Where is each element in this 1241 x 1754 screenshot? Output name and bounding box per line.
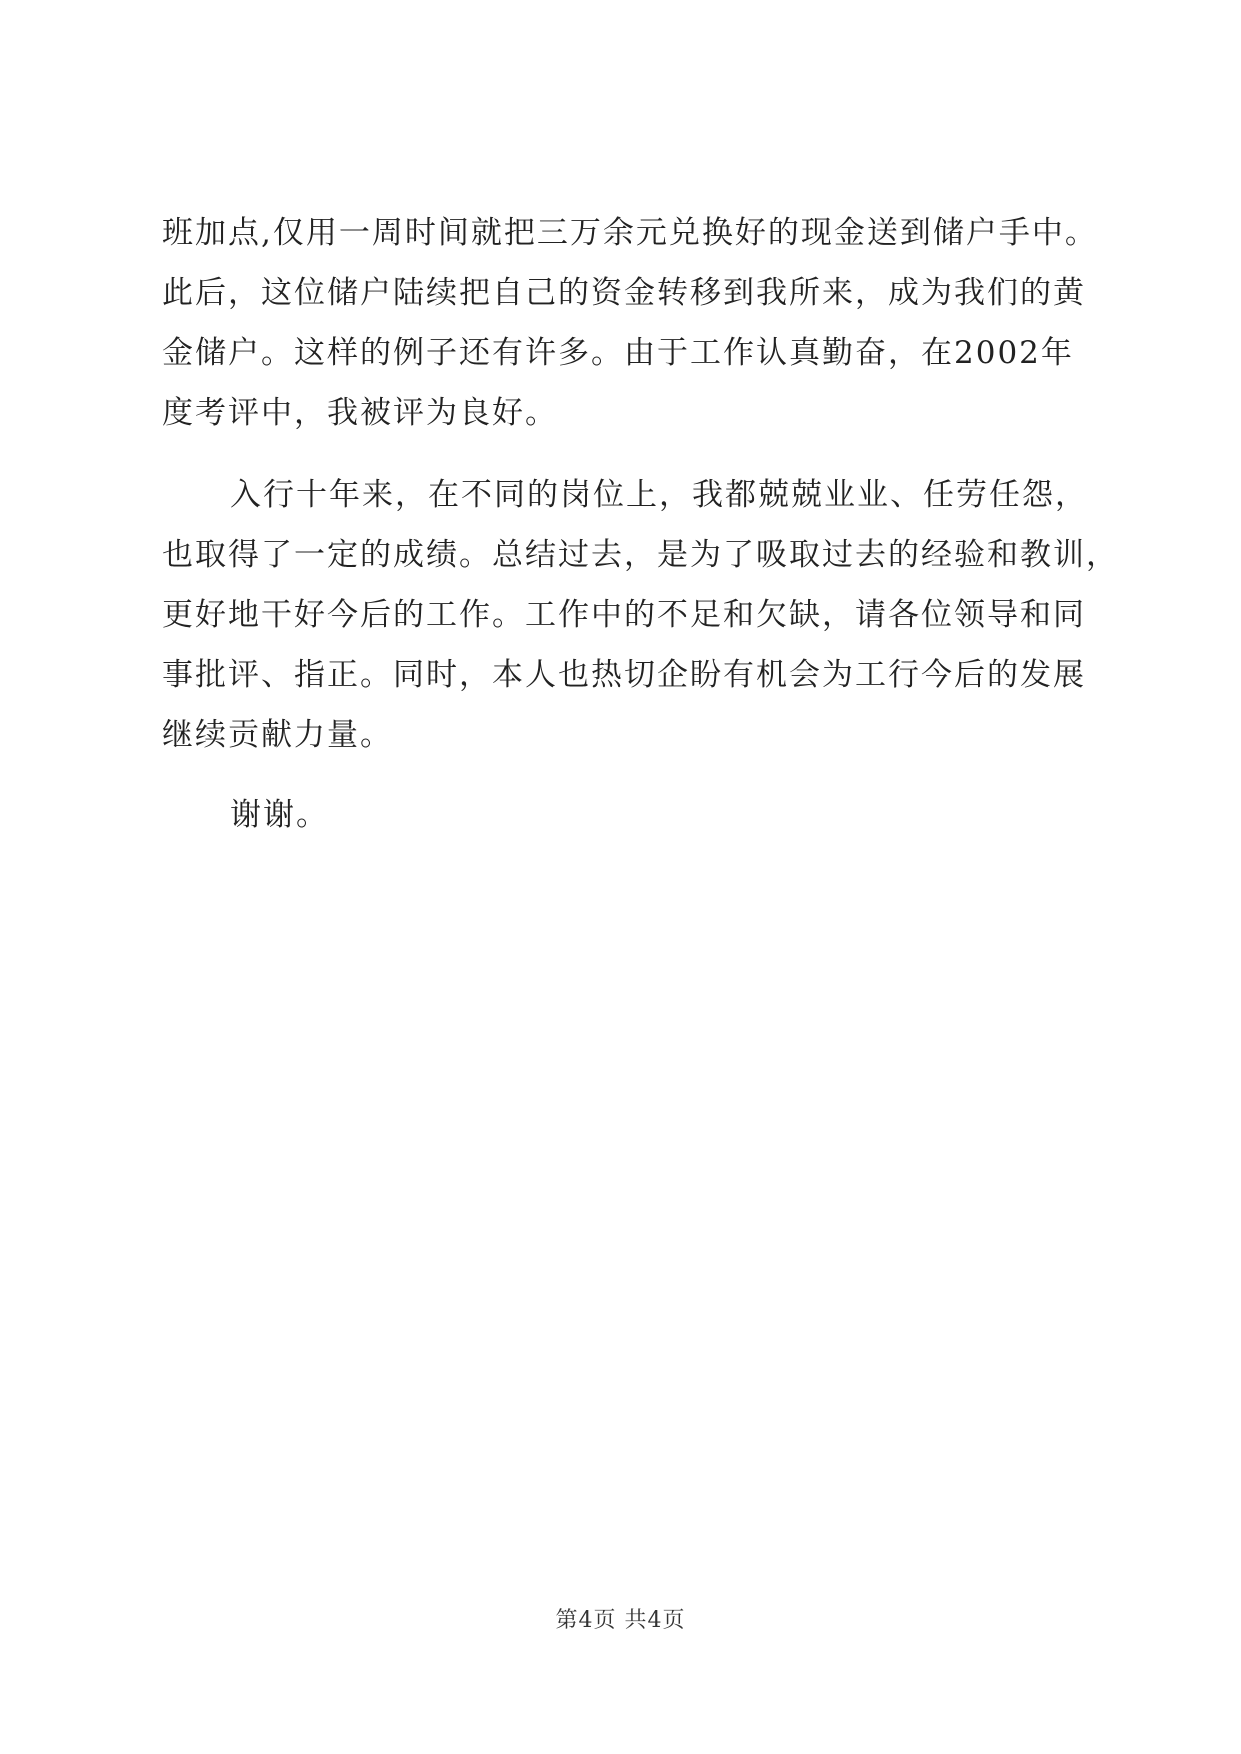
paragraph-2-line-2: 也取得了一定的成绩。总结过去，是为了吸取过去的经验和教训， <box>162 537 1119 573</box>
paragraph-1-line-4: 度考评中，我被评为良好。 <box>162 395 558 431</box>
paragraph-1-line-2: 此后，这位储户陆续把自己的资金转移到我所来，成为我们的黄 <box>162 275 1086 311</box>
paragraph-3-line-1: 谢谢。 <box>230 797 329 833</box>
paragraph-1-line-1: 班加点,仅用一周时间就把三万余元兑换好的现金送到储户手中。 <box>162 215 1098 251</box>
paragraph-2-line-4: 事批评、指正。同时，本人也热切企盼有机会为工行今后的发展 <box>162 657 1086 693</box>
paragraph-1-line-3: 金储户。这样的例子还有许多。由于工作认真勤奋，在2002年 <box>162 335 1074 371</box>
page-number-footer: 第4页 共4页 <box>555 1608 686 1633</box>
paragraph-2-line-1: 入行十年来，在不同的岗位上，我都兢兢业业、任劳任怨， <box>230 477 1088 513</box>
paragraph-2-line-3: 更好地干好今后的工作。工作中的不足和欠缺，请各位领导和同 <box>162 597 1086 633</box>
paragraph-2-line-5: 继续贡献力量。 <box>162 717 393 753</box>
